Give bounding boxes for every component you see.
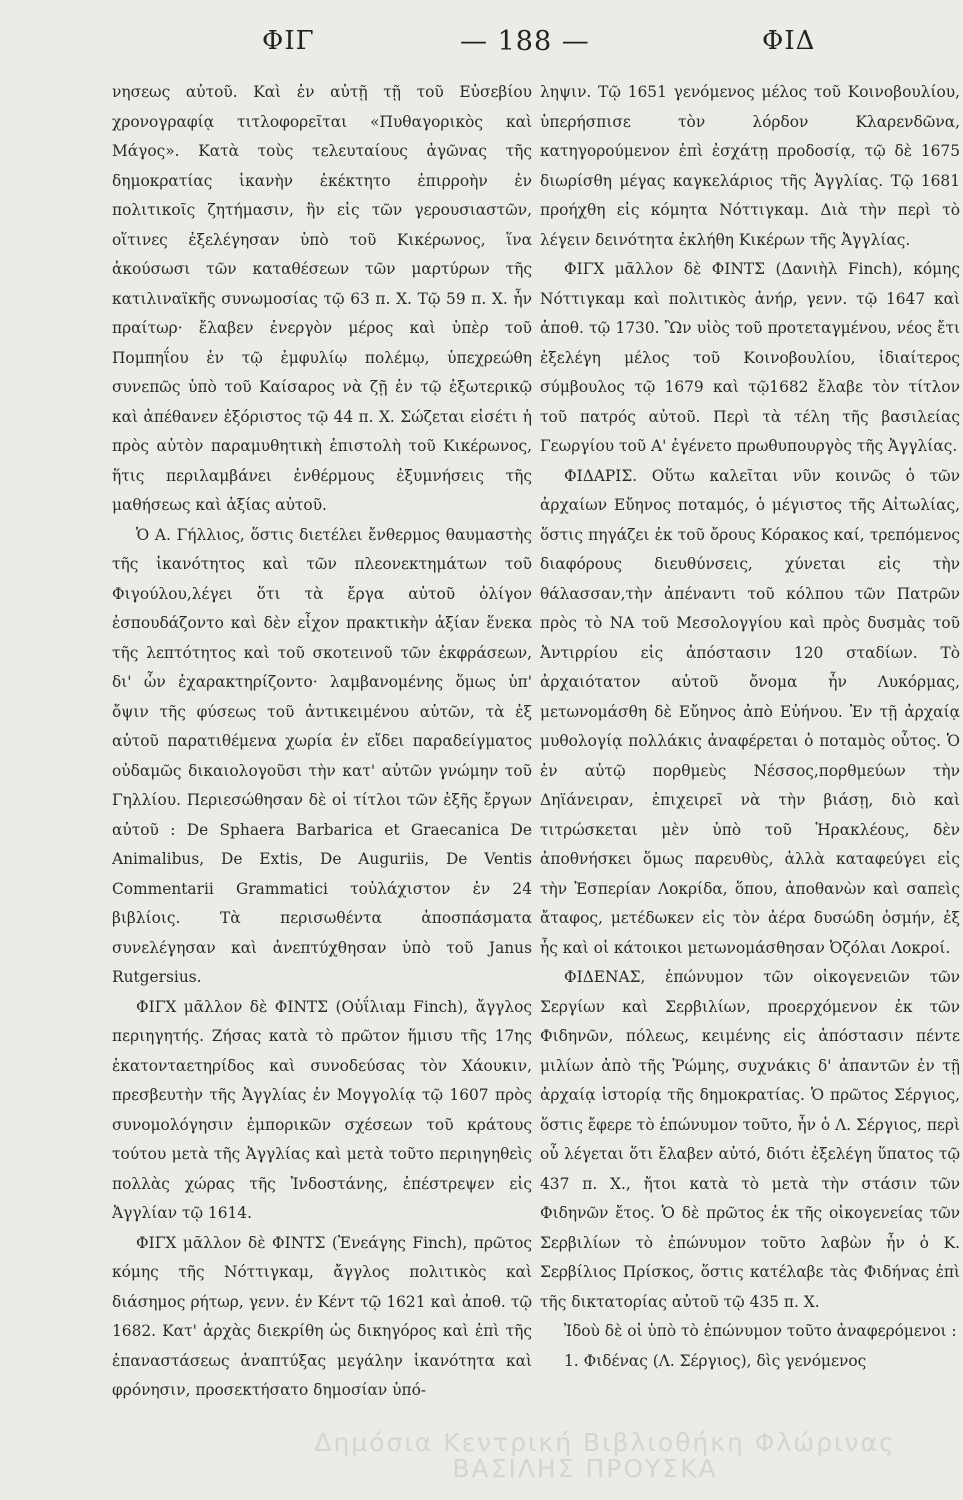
watermark-line: Δημόσια Κεντρική Βιβλιοθήκη Φλώρινας — [314, 1428, 896, 1457]
header-left-guideword: ΦΙΓ — [262, 26, 315, 56]
header-right-guideword: ΦΙΔ — [762, 26, 816, 56]
entry-paragraph: ΦΙΔΕΝΑΣ, ἐπώνυμον τῶν οἰκογενειῶν τῶν Σεργίων καὶ Σερβιλίων, προερχόμενον ἐκ τῶν Φιδηνῶν, πόλεως, κειμένης εἰς ἀπόστασιν πέντε μιλίων ἀπὸ τῆς Ῥώμης, συχνάκις δ' ἀπαντῶν ἐν τῇ ἀρχαίᾳ ἱστορίᾳ τῆς δημοκρατίας. Ὁ πρῶτος Σέργιος, ὅστις ἔφερε τὸ ἐπώνυμον τοῦτο, ἦν ὁ Λ. Σέργιος, περὶ οὗ λέγεται ὅτι ἔλαβεν αὐτό, διότι ἐξελέγη ὕπατος τῷ 437 π. Χ., ἤτοι κατὰ τὸ μετὰ τὴν στάσιν τῶν Φιδηνῶν ἔτος. Ὁ δὲ πρῶτος ἐκ τῆς οἰκογενείας τῶν Σερβιλίων τὸ ἐπώνυμον τοῦτο λαβὼν ἦν ὁ Κ. Σερβίλιος Πρίσκος, ὅστις κατέλαβε τὰς Φιδήνας ἐπὶ τῆς δικτατορίας αὐτοῦ τῷ 435 π. Χ. — [540, 968, 960, 1311]
page-header — [0, 0, 963, 80]
paragraph: Ἰδοὺ δὲ οἱ ὑπὸ τὸ ἐπώνυμον τοῦτο ἀναφερόμενοι : — [564, 1322, 957, 1340]
paragraph: Ὁ Α. Γήλλιος, ὅστις διετέλει ἔνθερμος θαυμαστὴς τῆς ἱκανότητος καὶ τῶν πλεονεκτημάτων τοῦ Φιγούλου,λέγει ὅτι τὰ ἔργα αὐτοῦ ὀλίγον ἐσπουδάζοντο καὶ δὲν εἶχον πρακτικὴν ἀξίαν ἕνεκα τῆς λεπτότητος καὶ τοῦ σκοτεινοῦ τῶν ἐκφράσεων, δι' ὧν ἐχαρακτηρίζοντο· λαμβανομένης ὅμως ὑπ' ὄψιν τῆς φύσεως τοῦ ἀντικειμένου αὐτῶν, τὰ ἐξ αὐτοῦ παρατιθέμενα χωρία ἐν εἴδει παραδείγματος οὐδαμῶς δικαιολογοῦσι τὴν κατ' αὐτῶν γνώμην τοῦ Γηλλίου. Περιεσώθησαν δὲ οἱ τίτλοι τῶν ἑξῆς ἔργων αὐτοῦ : De Sphaera Barbarica et Graecanica De Animalibus, De Extis, De Auguriis, De Ventis Commentarii Grammatici τοὐλάχιστον ἐν 24 βιβλίοις. Τὰ περισωθέντα ἀποσπάσματα συνελέγησαν καὶ ἀνεπτύχθησαν ὑπὸ τοῦ Janus Rutgersius. — [112, 525, 532, 986]
page-number: — 188 — — [460, 26, 590, 57]
entry-paragraph: ΦΙΔΑΡΙΣ. Οὕτω καλεῖται νῦν κοινῶς ὁ τῶν ἀρχαίων Εὔηνος ποταμός, ὁ μέγιστος τῆς Αἰτωλίας, ὅστις πηγάζει ἐκ τοῦ ὄρους Κόρακος καί, τρεπόμενος διαφόρους διευθύνσεις, χύνεται εἰς τὴν θάλασσαν,τὴν ἀπέναντι τοῦ κόλπου τῶν Πατρῶν πρὸς τὸ ΝΑ τοῦ Μεσολογγίου καὶ πρὸς δυσμὰς τοῦ Ἀντιρρίου εἰς ἀπόστασιν 120 σταδίων. Τὸ ἀρχαιότατον αὐτοῦ ὄνομα ἦν Λυκόρμας, μετωνομάσθη δὲ Εὔηνος ἀπὸ Εὐήνου. Ἐν τῇ ἀρχαίᾳ μυθολογίᾳ πολλάκις ἀναφέρεται ὁ ποταμὸς οὗτος. Ὁ ἐν αὐτῷ πορθμεὺς Νέσσος,πορθμεύων τὴν Δηϊάνειραν, ἐπιχειρεῖ νὰ τὴν βιάσῃ, διὸ καὶ τιτρώσκεται μὲν ὑπὸ τοῦ Ἡρακλέους, δὲν ἀποθνήσκει ὅμως παρευθὺς, ἀλλὰ καταφεύγει εἰς τὴν Ἑσπερίαν Λοκρίδα, ὅπου, ἀποθανὼν καὶ σαπεὶς ἄταφος, μετέδωκεν εἰς τὸν ἀέρα δυσώδη ὀσμήν, ἐξ ἧς καὶ οἱ κάτοικοι μετωνομάσθησαν Ὀζόλαι Λοκροί. — [540, 466, 960, 957]
watermark-line: ΒΑΣΙΛΗΣ ΠΡΟΥΣΚΑ — [452, 1454, 718, 1483]
right-column — [540, 78, 960, 1458]
list-item: 1. Φιδένας (Λ. Σέργιος), δὶς γενόμενος — [564, 1351, 867, 1370]
entry-paragraph: ΦΙΓΧ μᾶλλον δὲ ΦΙΝΤΣ (Ἐνεάγης Finch), πρῶτος κόμης τῆς Νόττιγκαμ, ἄγγλος πολιτικὸς καὶ διάσημος ρήτωρ, γενν. ἐν Κέντ τῷ 1621 καὶ ἀποθ. τῷ 1682. Κατ' ἀρχὰς διεκρίθη ὡς δικηγόρος καὶ ἐπὶ τῆς ἐπαναστάσεως ἀναπτύξας μεγάλην ἱκανότητα καὶ φρόνησιν, προσεκτήσατο δημοσίαν ὑπό- — [112, 1233, 532, 1399]
paragraph: ληψιν. Τῷ 1651 γενόμενος μέλος τοῦ Κοινοβουλίου, ὑπερήσπισε τὸν λόρδον Κλαρενδῶνα, κατηγορούμενον ἐπὶ ἐσχάτῃ προδοσίᾳ, τῷ δὲ 1675 διωρίσθη μέγας καγκελάριος τῆς Ἀγγλίας. Τῷ 1681 προήχθη εἰς κόμητα Νόττιγκαμ. Διὰ τὴν περὶ τὸ λέγειν δεινότητα ἐκλήθη Κικέρων τῆς Ἀγγλίας. — [540, 83, 960, 249]
left-column — [112, 78, 532, 1458]
paragraph: νησεως αὐτοῦ. Καὶ ἐν αὐτῇ τῇ τοῦ Εὐσεβίου χρονογραφίᾳ τιτλοφορεῖται «Πυθαγορικὸς καὶ Μάγος». Κατὰ τοὺς τελευταίους ἀγῶνας τῆς δημοκρατίας ἱκανὴν ἐκέκτητο ἐπιρροὴν ἐν πολιτικοῖς ζητήμασιν, ἣν εἰς τῶν γερουσιαστῶν, οἵτινες ἐξελέγησαν ὑπὸ τοῦ Κικέρωνος, ἵνα ἀκούσωσι τῶν καταθέσεων τῶν μαρτύρων τῆς κατιλιναϊκῆς συνωμοσίας τῷ 63 π. Χ. Τῷ 59 π. Χ. ἦν πραίτωρ· ἔλαβεν ἐνεργὸν μέρος καὶ ὑπὲρ τοῦ Πομπηΐου ἐν τῷ ἐμφυλίῳ πολέμῳ, ὑπεχρεώθη συνεπῶς ὑπὸ τοῦ Καίσαρος νὰ ζῇ ἐν τῷ ἐξωτερικῷ καὶ ἀπέθανεν ἐξόριστος τῷ 44 π. Χ. Σώζεται εἰσέτι ἡ πρὸς αὐτὸν παραμυθητικὴ ἐπιστολὴ τοῦ Κικέρωνος, ἥτις περιλαμβάνει ἐνθέρμους ἐξυμνήσεις τῆς μαθήσεως καὶ ἀξίας αὐτοῦ. — [112, 83, 532, 514]
entry-paragraph: ΦΙΓΧ μᾶλλον δὲ ΦΙΝΤΣ (Δανιὴλ Finch), κόμης Νόττιγκαμ καὶ πολιτικὸς ἀνήρ, γενν. τῷ 1647 καὶ ἀποθ. τῷ 1730. Ὢν υἱὸς τοῦ προτεταγμένου, νέος ἔτι ἐξελέγη μέλος τοῦ Κοινοβουλίου, ἰδιαίτερος σύμβουλος τῷ 1679 καὶ τῷ1682 ἔλαβε τὸν τίτλον τοῦ πατρός αὐτοῦ. Περὶ τὰ τέλη τῆς βασιλείας Γεωργίου τοῦ Α' ἐγένετο πρωθυπουργὸς τῆς Ἀγγλίας. — [540, 260, 960, 455]
entry-paragraph: ΦΙΓΧ μᾶλλον δὲ ΦΙΝΤΣ (Οὐΐλιαμ Finch), ἄγγλος περιηγητής. Ζήσας κατὰ τὸ πρῶτον ἥμισυ τῆς 17ης ἑκατονταετηρίδος καὶ συνοδεύσας τὸν Χάουκιν, πρεσβευτὴν τῆς Ἀγγλίας ἐν Μογγολίᾳ τῷ 1607 πρὸς συνομολόγησιν ἐμπορικῶν σχέσεων τοῦ κράτους τούτου μετὰ τῆς Ἀγγλίας καὶ μετὰ τοῦτο περιηγηθεὶς πολλὰς χώρας τῆς Ἰνδοστάνης, ἐπέστρεψεν εἰς Ἀγγλίαν τῷ 1614. — [112, 997, 532, 1222]
library-watermark — [255, 1430, 955, 1482]
